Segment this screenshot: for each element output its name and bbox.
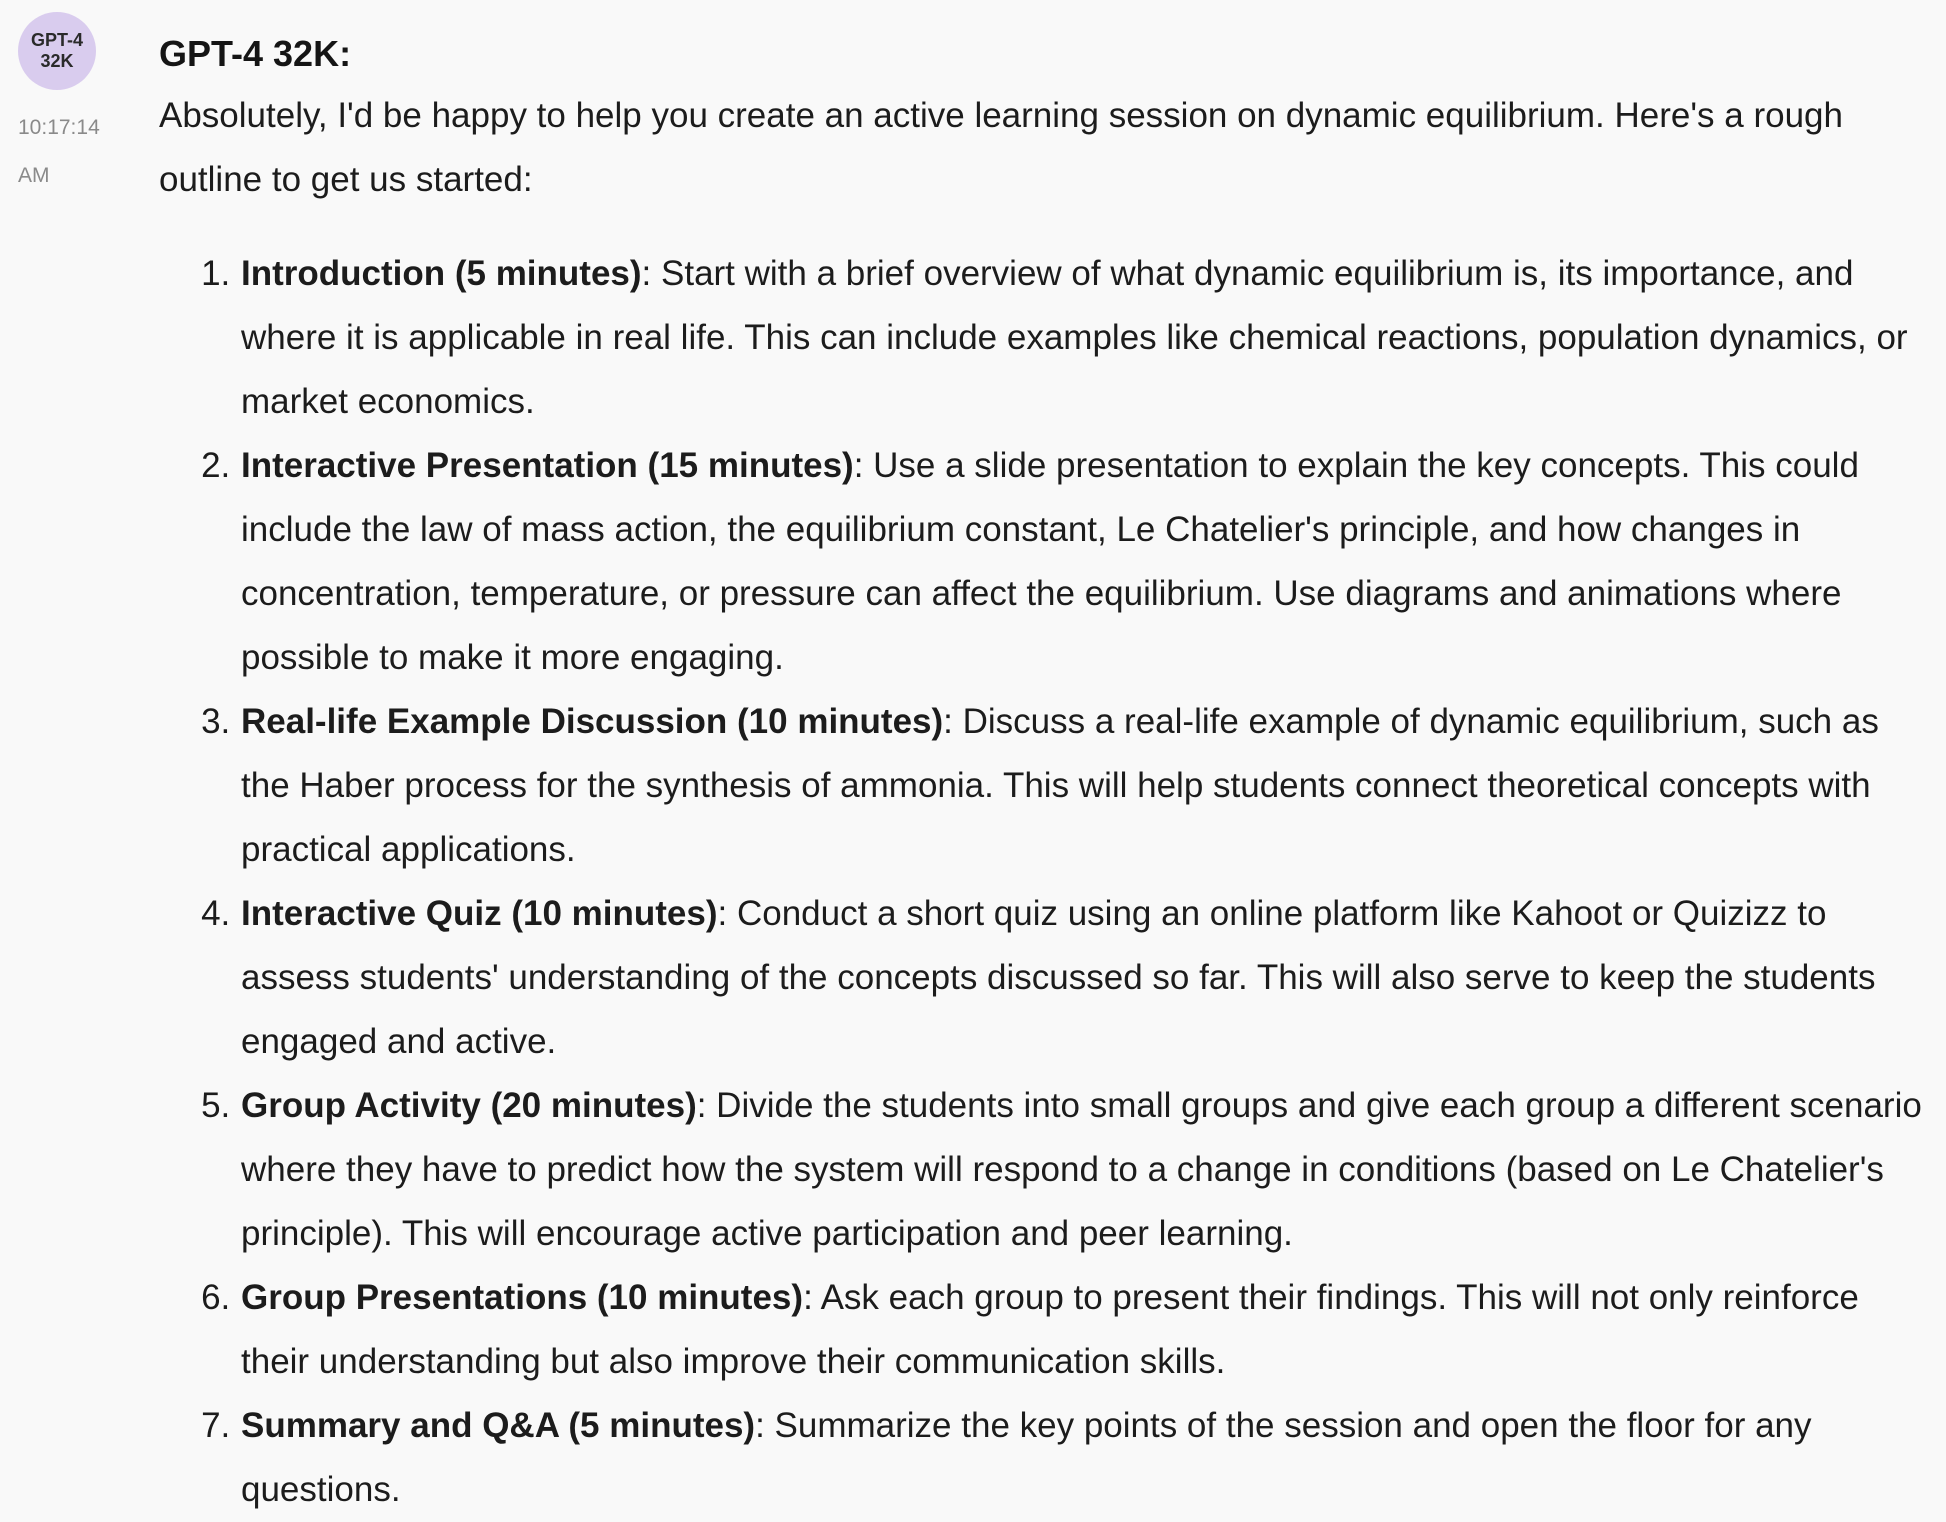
avatar-model-size: 32K bbox=[40, 51, 74, 71]
step-title: Introduction (5 minutes) bbox=[241, 254, 642, 293]
avatar[interactable] bbox=[18, 12, 96, 90]
step-title: Group Presentations (10 minutes) bbox=[241, 1278, 804, 1317]
sender-name: GPT-4 32K: bbox=[159, 33, 352, 74]
timestamp-time: 10:17:14 bbox=[18, 116, 100, 139]
list-item bbox=[240, 1074, 1934, 1266]
list-item bbox=[240, 1266, 1934, 1394]
list-item bbox=[240, 690, 1934, 882]
step-title: Summary and Q&A (5 minutes) bbox=[241, 1406, 756, 1445]
step-text: : Ask each group to present their findings. This will not only reinforce their understanding but also improve their communication skills. bbox=[241, 1278, 1859, 1381]
intro-paragraph: Absolutely, I'd be happy to help you create an active learning session on dynamic equilibrium. Here's a rough outline to get us started: bbox=[159, 96, 1843, 199]
step-text: : Use a slide presentation to explain the key concepts. This could include the law of mass action, the equilibrium constant, Le Chatelier's principle, and how changes in concentration, temperature, or pressure can affect the equilibrium. Use diagrams and animations where possible to make it more engaging. bbox=[241, 446, 1859, 677]
step-title: Interactive Quiz (10 minutes) bbox=[241, 894, 718, 933]
timestamp bbox=[18, 104, 108, 200]
message-content bbox=[159, 24, 1934, 1522]
step-text: : Start with a brief overview of what dynamic equilibrium is, its importance, and where it is applicable in real life. This can include examples like chemical reactions, population dynamics, or market economics. bbox=[241, 254, 1908, 421]
list-item bbox=[240, 882, 1934, 1074]
step-title: Real-life Example Discussion (10 minutes) bbox=[241, 702, 944, 741]
list-item bbox=[240, 434, 1934, 690]
step-title: Group Activity (20 minutes) bbox=[241, 1086, 697, 1125]
list-item bbox=[240, 242, 1934, 434]
avatar-model-name: GPT-4 bbox=[30, 30, 83, 50]
step-title: Interactive Presentation (15 minutes) bbox=[241, 446, 854, 485]
step-text: : Conduct a short quiz using an online platform like Kahoot or Quizizz to assess students' understanding of the concepts discussed so far. This will also serve to keep the students engaged and active. bbox=[241, 894, 1876, 1061]
step-text: : Summarize the key points of the session and open the floor for any questions. bbox=[241, 1406, 1812, 1509]
session-outline-list bbox=[159, 242, 1934, 1522]
message-gutter bbox=[18, 12, 118, 200]
timestamp-meridiem: AM bbox=[18, 164, 50, 187]
step-text: : Discuss a real-life example of dynamic equilibrium, such as the Haber process for the synthesis of ammonia. This will help students connect theoretical concepts with practical applications. bbox=[241, 702, 1879, 869]
step-text: : Divide the students into small groups and give each group a different scenario where they have to predict how the system will respond to a change in conditions (based on Le Chatelier's principle). This will encourage active participation and peer learning. bbox=[241, 1086, 1922, 1253]
list-item bbox=[240, 1394, 1934, 1522]
